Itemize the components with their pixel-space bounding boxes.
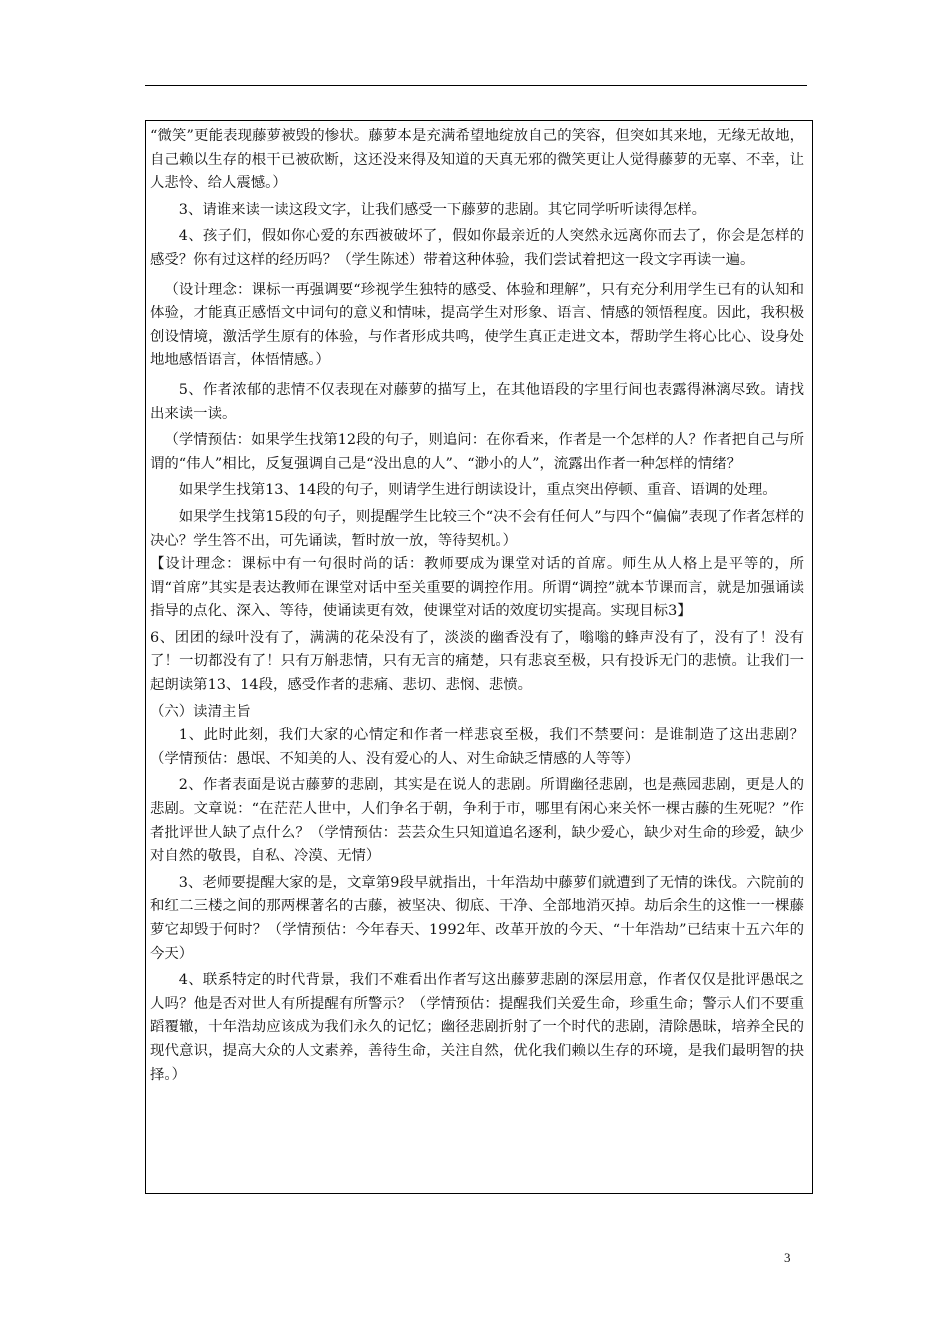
paragraph-estimate-15: 如果学生找第15段的句子，则提醒学生比较三个“决不会有任何人”与四个“偏偏”表现了作者怎样的决心？学生答不出，可先诵读，暂时放一放，等待契机。） xyxy=(150,508,804,549)
paragraph-theme-3: 3、老师要提醒大家的是，文章第9段早就指出，十年浩劫中藤萝们就遭到了无情的诛伐。六院前的和红二三楼之间的那两棵著名的古藤，被坚决、彻底、干净、全部地消灭掉。劫后余生的这惟一一棵藤萝它却毁于何时？（学情预估：今年春天、1992年、改革开放的今天、“十年浩劫”已结束十五六年的今天） xyxy=(150,874,804,962)
paragraph-step-6: 6、团团的绿叶没有了，满满的花朵没有了，淡淡的幽香没有了，嗡嗡的蜂声没有了，没有了！没有了！一切都没有了！只有万斛悲情，只有无言的痛楚，只有悲哀至极，只有投诉无门的悲愤。让我们一起朗读第13、14段，感受作者的悲痛、悲切、悲悯、悲愤。 xyxy=(150,629,804,694)
paragraph-design-concept-2: 【设计理念：课标中有一句很时尚的话：教师要成为课堂对话的首席。师生从人格上是平等的，所谓“首席”其实是表达教师在课堂对话中至关重要的调控作用。所谓“调控”就本节课而言，就是加强诵读指导的点化、深入、等待，使诵读更有效，使课堂对话的效度切实提高。实现目标3】 xyxy=(150,556,804,620)
paragraph-step-3: 3、请谁来读一读这段文字，让我们感受一下藤萝的悲剧。其它同学听听读得怎样。 xyxy=(178,201,707,218)
lesson-plan-table-cell xyxy=(145,120,813,1194)
paragraph-design-concept-1: （设计理念：课标一再强调要“珍视学生独特的感受、体验和理解”，只有充分利用学生已有的认知和体验，才能真正感悟文中词句的意义和情味，提高学生对形象、语言、情感的领悟程度。因此，我积极创设情境，激活学生原有的体验，与作者形成共鸣，使学生真正走进文本，帮助学生将心比心、设身处地地感悟语言，体悟情感。） xyxy=(150,281,804,369)
header-rule xyxy=(145,85,807,86)
paragraph-theme-1: 1、此时此刻，我们大家的心情定和作者一样悲哀至极，我们不禁要问：是谁制造了这出悲剧？（学情预估：愚氓、不知美的人、没有爱心的人、对生命缺乏情感的人等等） xyxy=(150,727,804,767)
section-heading-theme: （六）读清主旨 xyxy=(150,703,251,720)
paragraph-smile-analysis: “微笑”更能表现藤萝被毁的惨状。藤萝本是充满希望地绽放自己的笑容，但突如其来地，无缘无故地，自己赖以生存的根干已被砍断，这还没来得及知道的天真无邪的微笑更让人觉得藤萝的无辜、不幸，让人悲怜、给人震憾。） xyxy=(150,128,804,192)
page-number: 3 xyxy=(784,1250,791,1265)
paragraph-step-4: 4、孩子们，假如你心爱的东西被破坏了，假如你最亲近的人突然永远离你而去了，你会是怎样的感受？你有过这样的经历吗？（学生陈述）带着这种体验，我们尝试着把这一段文字再读一遍。 xyxy=(150,228,804,268)
paragraph-step-5: 5、作者浓郁的悲情不仅表现在对藤萝的描写上，在其他语段的字里行间也表露得淋漓尽致。请找出来读一读。 xyxy=(150,381,804,422)
paragraph-estimate-13-14: 如果学生找第13、14段的句子，则请学生进行朗读设计，重点突出停顿、重音、语调的处理。 xyxy=(178,482,777,499)
paragraph-theme-4: 4、联系特定的时代背景，我们不难看出作者写这出藤萝悲剧的深层用意，作者仅仅是批评愚氓之人吗？他是否对世人有所提醒有所警示？（学情预估：提醒我们关爱生命，珍重生命；警示人们不要重蹈覆辙，十年浩劫应该成为我们永久的记忆；幽径悲剧折射了一个时代的悲剧，清除愚昧，培养全民的现代意识，提高大众的人文素养，善待生命，关注自然，优化我们赖以生存的环境，是我们最明智的抉择。） xyxy=(150,972,804,1083)
paragraph-theme-2: 2、作者表面是说古藤萝的悲剧，其实是在说人的悲剧。所谓幽径悲剧，也是燕园悲剧，更是人的悲剧。文章说：“在茫茫人世中，人们争名于朝，争利于市，哪里有闲心来关怀一棵古藤的生死呢？”作者批评世人缺了点什么？（学情预估：芸芸众生只知道追名逐利，缺少爱心，缺少对生命的珍爱，缺少对自然的敬畏，自私、冷漠、无情） xyxy=(150,777,804,865)
paragraph-estimate-12: （学情预估：如果学生找第12段的句子，则追问：在你看来，作者是一个怎样的人？作者把自己与所谓的“伟人”相比，反复强调自己是“没出息的人”、“渺小的人”，流露出作者一种怎样的情绪？ xyxy=(150,432,804,472)
